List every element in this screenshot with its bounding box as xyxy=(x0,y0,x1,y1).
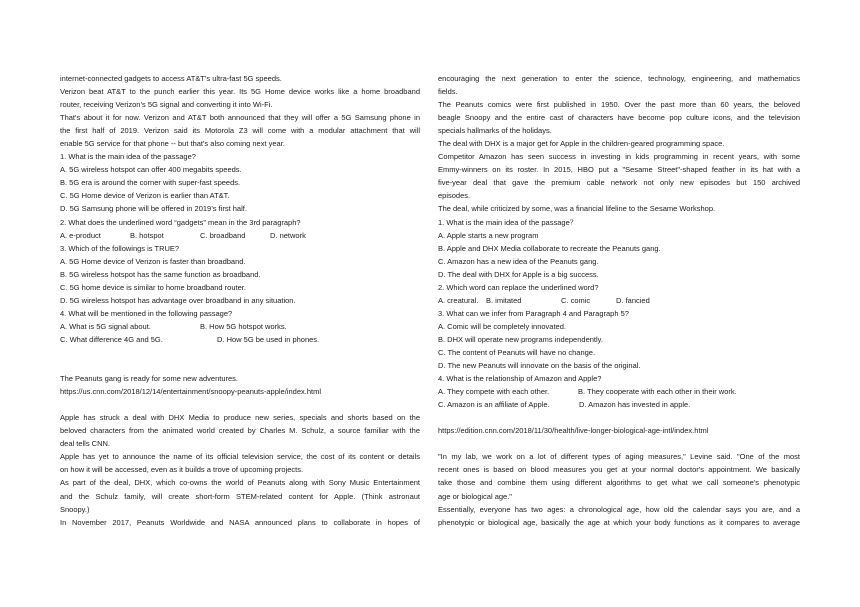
question-stem: 4. What is the relationship of Amazon and Apple? xyxy=(438,374,602,384)
answer-option: D. fancied xyxy=(616,295,650,305)
paragraph xyxy=(438,503,800,529)
paragraph-line: deal tells CNN. xyxy=(60,439,111,449)
paragraph-line: The Peanuts comics were first published in 1950. Over the past more than 60 years, the beloved xyxy=(438,100,800,110)
answer-options-row xyxy=(438,294,800,307)
paragraph-line: the first half of 2019. Verizon said its Motorola Z3 will come with a modular attachment that will xyxy=(60,126,420,136)
answer-option: A. 5G Home device of Verizon is faster than broadband. xyxy=(60,256,246,266)
passage-peanuts-continued xyxy=(438,72,800,411)
paragraph-line: age or biological age." xyxy=(438,491,512,501)
paragraph-line: encouraging the next generation to enter the science, technology, engineering, and mathematics xyxy=(438,74,800,83)
answer-option: A. Comic will be completely innovated. xyxy=(438,321,566,331)
paragraph-line: Competitor Amazon has seen success in investing in kids programming in recent years, with some xyxy=(438,152,800,162)
answer-option: C. broadband xyxy=(200,230,246,240)
paragraph xyxy=(60,72,420,85)
paragraph xyxy=(438,202,800,215)
answer-option: D. network xyxy=(270,230,306,240)
answer-option: C. 5G Home device of Verizon is earlier than AT&T. xyxy=(60,191,230,201)
answer-option: A. e-product xyxy=(60,230,101,240)
paragraph-line: "In my lab, we work on a lot of different types of aging measures," Levine said. "One of the most xyxy=(438,452,800,462)
paragraph-line: beloved characters from the animated world created by Charles M. Schulz, a source familiar with the xyxy=(60,426,420,436)
answer-option: D. Amazon has invested in apple. xyxy=(579,400,691,410)
paragraph xyxy=(60,111,420,150)
passage-aging xyxy=(438,424,800,528)
answer-option: C. 5G home device is similar to home broadband router. xyxy=(60,282,246,292)
paragraph xyxy=(438,137,800,150)
answer-option: B. imitated xyxy=(486,295,522,305)
article-headline: The Peanuts gang is ready for some new adventures. xyxy=(60,374,239,384)
paragraph-line: Emmy-winners on its roster. In 2015, HBO put a "Sesame Street"-shaped feather in its hat with a xyxy=(438,165,800,175)
question-3 xyxy=(60,242,420,307)
paragraph-line: recent ones is based on blood measures you get at your normal doctor's appointment. We basically xyxy=(438,465,800,475)
paragraph-line: and the Schulz family, will create short-form STEM-related content for Apple. (Think astronaut xyxy=(60,491,420,501)
answer-option: D. 5G wireless hotspot has advantage over broadband in any situation. xyxy=(60,295,296,305)
question-4 xyxy=(438,372,800,411)
paragraph xyxy=(60,411,420,450)
spacer xyxy=(60,346,420,359)
spacer xyxy=(438,437,800,450)
passage-5g xyxy=(60,72,420,346)
question-3 xyxy=(438,307,800,372)
answer-option: C. Amazon is an affiliate of Apple. xyxy=(438,400,550,410)
question-1 xyxy=(438,216,800,281)
paragraph-line: In November 2017, Peanuts Worldwide and NASA announced plans to collaborate in hopes of xyxy=(60,517,420,527)
answer-option: A. 5G wireless hotspot can offer 400 megabits speeds. xyxy=(60,165,242,175)
paragraph xyxy=(60,516,420,529)
answer-options-row xyxy=(60,229,420,242)
paragraph-line: fields. xyxy=(438,87,458,97)
paragraph-line: As part of the deal, DHX, which co-owns the world of Peanuts along with Sony Music Entertainment xyxy=(60,478,420,488)
source-url: https://us.cnn.com/2018/12/14/entertainment/snoopy-peanuts-apple/index.html xyxy=(60,387,321,397)
paragraph-line: five-year deal that gave the premium cable network not only new episodes but 150 archived xyxy=(438,178,800,188)
question-stem: 2. Which word can replace the underlined word? xyxy=(438,282,599,292)
paragraph-line: phenotypic or biological age, basically the age at which your body functions as it compares to average xyxy=(438,517,800,527)
paragraph-line: on how it will be accessed, even as it builds a trove of upcoming projects. xyxy=(60,465,304,475)
spacer xyxy=(60,359,420,372)
question-stem: 1. What is the main idea of the passage？ xyxy=(438,217,578,227)
paragraph xyxy=(60,450,420,476)
question-stem: 3. Which of the followings is TRUE? xyxy=(60,243,180,253)
answer-options-row xyxy=(60,320,420,333)
question-stem: 4. What will be mentioned in the following passage? xyxy=(60,308,233,318)
question-stem: 3. What can we infer from Paragraph 4 and Paragraph 5? xyxy=(438,308,629,318)
paragraph-line: Essentially, everyone has two ages: a chronological age, how old the calendar says you are, and a xyxy=(438,504,800,514)
answer-option: B. 5G era is around the corner with super-fast speeds. xyxy=(60,178,241,188)
paragraph-line: The deal, while criticized by some, was a financial lifeline to the Sesame Workshop. xyxy=(438,204,716,214)
paragraph-line: router, receiving Verizon’s 5G signal and converting it into Wi-Fi. xyxy=(60,100,273,110)
paragraph-line: That's about it for now. Verizon and AT&T both announced that they will offer a 5G Samsung phone in xyxy=(60,113,420,123)
paragraph xyxy=(438,98,800,137)
source-url: https://edition.cnn.com/2018/11/30/health/live-longer-biological-age-intl/index.html xyxy=(438,426,709,436)
answer-option: C. comic xyxy=(561,295,591,305)
left-column xyxy=(60,72,420,529)
paragraph-line: beagle Snoopy and the entire cast of characters have become pop culture icons, and the television xyxy=(438,113,800,123)
answer-option: C. Amazon has a new idea of the Peanuts gang. xyxy=(438,256,599,266)
paragraph xyxy=(438,150,800,202)
answer-option: C. The content of Peanuts will have no change. xyxy=(438,347,596,357)
answer-option: A. creatural. xyxy=(438,295,479,305)
answer-option: C. What difference 4G and 5G. xyxy=(60,334,163,344)
answer-options-row xyxy=(438,385,800,398)
question-2 xyxy=(438,281,800,307)
answer-option: B. Apple and DHX Media collaborate to recreate the Peanuts gang. xyxy=(438,243,661,253)
paragraph-line: Apple has struck a deal with DHX Media to produce new series, specials and shorts based on the xyxy=(60,413,420,423)
spacer xyxy=(438,411,800,424)
paragraph xyxy=(438,72,800,98)
answer-option: B. How 5G hotspot works. xyxy=(200,321,287,331)
paragraph xyxy=(60,85,420,111)
paragraph xyxy=(438,450,800,502)
paragraph xyxy=(60,476,420,515)
spacer xyxy=(60,398,420,411)
answer-option: A. What is 5G signal about. xyxy=(60,321,151,331)
paragraph-line: take those and combine them using different algorithms to get what we call someone's phenotypic xyxy=(438,478,800,488)
paragraph-line: Apple has yet to announce the name of its official television service, the cost of its content or details xyxy=(60,452,420,462)
answer-option: B. 5G wireless hotspot has the same function as broadband. xyxy=(60,269,261,279)
answer-option: B. They cooperate with each other in their work. xyxy=(578,387,737,397)
answer-option: A. They compete with each other. xyxy=(438,387,550,397)
passage-peanuts xyxy=(60,372,420,529)
answer-options-row xyxy=(60,333,420,346)
question-4 xyxy=(60,307,420,346)
paragraph-line: internet-connected gadgets to access AT&T's ultra-fast 5G speeds. xyxy=(60,74,282,83)
paragraph-line: The deal with DHX is a major get for Apple in the children-geared programming space. xyxy=(438,139,725,149)
paragraph-line: Snoopy.) xyxy=(60,504,90,514)
answer-option: A. Apple starts a new program xyxy=(438,230,539,240)
paragraph-line: episodes. xyxy=(438,191,471,201)
answer-option: B. hotspot xyxy=(130,230,164,240)
question-1 xyxy=(60,150,420,215)
question-stem: 1. What is the main idea of the passage? xyxy=(60,152,196,162)
question-2 xyxy=(60,216,420,242)
paragraph-line: Verizon beat AT&T to the punch earlier this year. Its 5G Home device works like a home broadband xyxy=(60,87,420,97)
answer-option: D. How 5G be used in phones. xyxy=(217,334,320,344)
paragraph-line: specials hallmarks of the holidays. xyxy=(438,126,552,136)
answer-options-row xyxy=(438,398,800,411)
right-column xyxy=(438,72,800,529)
answer-option: B. DHX will operate new programs independently. xyxy=(438,334,603,344)
paragraph-line: enable 5G service for that phone -- but that's also coming next year. xyxy=(60,139,285,149)
answer-option: D. 5G Samsung phone will be offered in 2019’s first half. xyxy=(60,204,247,214)
question-stem: 2. What does the underlined word “gadgets” mean in the 3rd paragraph? xyxy=(60,217,301,227)
answer-option: D. The new Peanuts will innovate on the basis of the original. xyxy=(438,361,641,371)
answer-option: D. The deal with DHX for Apple is a big success. xyxy=(438,269,599,279)
